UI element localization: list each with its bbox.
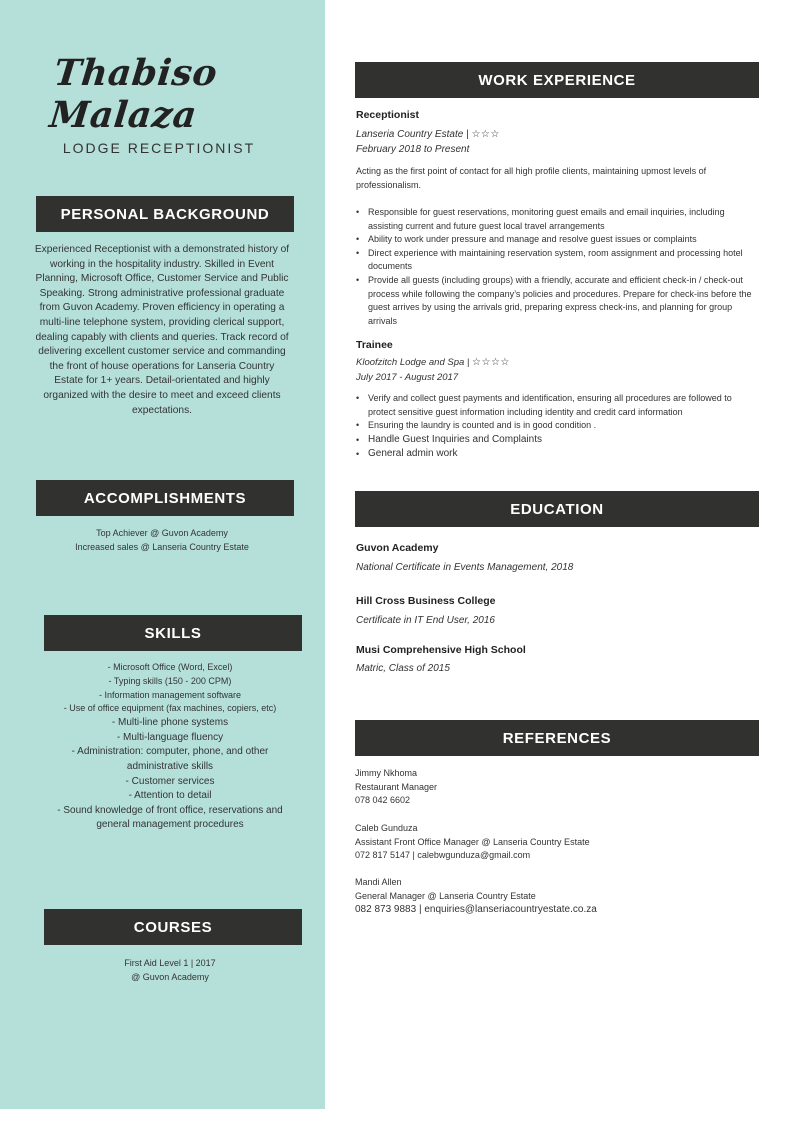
job-responsibilities	[355, 392, 759, 433]
reference-contact: 072 817 5147 | calebwgunduza@gmail.com	[355, 850, 531, 861]
list-item: • Direct experience with maintaining reservation system, room assignment and processing hotel documents	[355, 247, 759, 274]
reference-name: Jimmy Nkhoma	[355, 768, 418, 778]
reference-position: Restaurant Manager	[355, 781, 438, 792]
skills-list	[40, 661, 300, 833]
reference-position: Assistant Front Office Manager @ Lanseria Country Estate	[355, 836, 590, 847]
job-dates: July 2017 - August 2017	[356, 372, 459, 383]
skill-item: - Administration: computer, phone, and other administrative skills	[71, 746, 269, 772]
courses-heading: COURSES	[44, 909, 302, 945]
job-role: LODGE RECEPTIONIST	[62, 140, 256, 156]
reference-contact: 082 873 9883 | enquiries@lanseriacountryestate.co.za	[355, 904, 597, 916]
accomplishment-item: Increased sales @ Lanseria Country Estate	[75, 542, 249, 552]
reference-name: Caleb Gunduza	[355, 823, 418, 833]
skill-item: - Attention to detail	[128, 790, 212, 802]
star-rating-icon: ☆☆☆	[471, 129, 500, 140]
school-name: Guvon Academy	[356, 542, 439, 554]
skill-item: - Information management software	[98, 689, 242, 700]
accomplishments-list	[20, 526, 304, 554]
qualification: Matric, Class of 2015	[356, 663, 450, 674]
job-summary: Acting as the first point of contact for all high profile clients, maintaining upmost levels of professionalism.	[356, 166, 707, 190]
accomplishments-heading: ACCOMPLISHMENTS	[36, 480, 294, 516]
star-rating-icon: ☆☆☆☆	[472, 357, 510, 368]
skill-item: - Sound knowledge of front office, reservations and general management procedures	[57, 804, 283, 831]
job-dates: February 2018 to Present	[356, 144, 470, 155]
list-item: • Ability to work under pressure and manage and resolve guest issues or complaints	[355, 233, 759, 247]
job-title: Receptionist	[356, 109, 420, 121]
skill-item: - Customer services	[125, 775, 215, 787]
list-item: • Verify and collect guest payments and identification, ensuring all procedures are followed to protect sensitive guest information including identity and credit card information	[355, 392, 759, 419]
reference-contact: 078 042 6602	[355, 795, 411, 806]
list-item: • Ensuring the laundry is counted and is in good condition .	[355, 419, 759, 433]
skills-heading: SKILLS	[44, 615, 302, 651]
references-heading: REFERENCES	[355, 720, 759, 756]
skill-item: - Multi-language fluency	[116, 731, 224, 743]
skill-item: - Microsoft Office (Word, Excel)	[107, 662, 233, 672]
education-heading: EDUCATION	[355, 491, 759, 527]
list-item: • General admin work	[355, 447, 759, 461]
skill-item: - Use of office equipment (fax machines, copiers, etc)	[63, 703, 277, 714]
course-item: @ Guvon Academy	[131, 972, 209, 982]
job-company	[356, 129, 500, 140]
job-company	[356, 357, 510, 368]
company-name: Kloofzitch Lodge and Spa |	[356, 357, 473, 368]
skill-item: - Multi-line phone systems	[111, 717, 229, 729]
reference-entry	[355, 767, 759, 808]
job-responsibilities	[355, 206, 759, 328]
candidate-name: Thabiso Malaza	[47, 52, 220, 136]
company-name: Lanseria Country Estate |	[356, 129, 472, 140]
job-responsibilities-extra	[355, 433, 759, 461]
reference-entry	[355, 876, 759, 917]
list-item: • Responsible for guest reservations, monitoring guest emails and email inquiries, including assisting current and future guest local travel arrangements	[355, 206, 759, 233]
list-item: • Handle Guest Inquiries and Complaints	[355, 433, 759, 447]
work-experience-heading: WORK EXPERIENCE	[355, 62, 759, 98]
personal-background-text: Experienced Receptionist with a demonstrated history of working in the hospitality industry. Skilled in Event Planning, Microsoft Office, Customer Service and Public Speaking. Strong administrative professional graduate from Guvon Academy. Proven efficiency in operating a multi-line telephone system, providing clerical support, dealing capably with clients and queries. Track record of delivering excellent customer service and commanding the front of house operations for Lanseria Country Estate for 1+ years. Detail-orientated and highly organized with the desire to meet and exceed clients expectations.	[34, 244, 290, 416]
courses-list	[40, 956, 300, 984]
reference-position: General Manager @ Lanseria Country Estate	[355, 890, 536, 901]
accomplishment-item: Top Achiever @ Guvon Academy	[96, 528, 228, 538]
skill-item: - Typing skills (150 - 200 CPM)	[108, 675, 232, 686]
school-name: Musi Comprehensive High School	[356, 644, 526, 656]
course-item: First Aid Level 1 | 2017	[124, 958, 216, 968]
personal-background-heading: PERSONAL BACKGROUND	[36, 196, 294, 232]
qualification: National Certificate in Events Management, 2018	[356, 562, 574, 573]
reference-entry	[355, 822, 759, 863]
reference-name: Mandi Allen	[355, 877, 402, 887]
job-title: Trainee	[356, 339, 393, 351]
school-name: Hill Cross Business College	[356, 595, 496, 607]
list-item: • Provide all guests (including groups) with a friendly, accurate and efficient check-in / check-out process while following the company’s policies and procedures. Prepare for check-ins before the guest arrives by using the arrivals grid, preparing express check-ins, and planning for group arrivals	[355, 274, 759, 328]
qualification: Certificate in IT End User, 2016	[356, 615, 495, 626]
